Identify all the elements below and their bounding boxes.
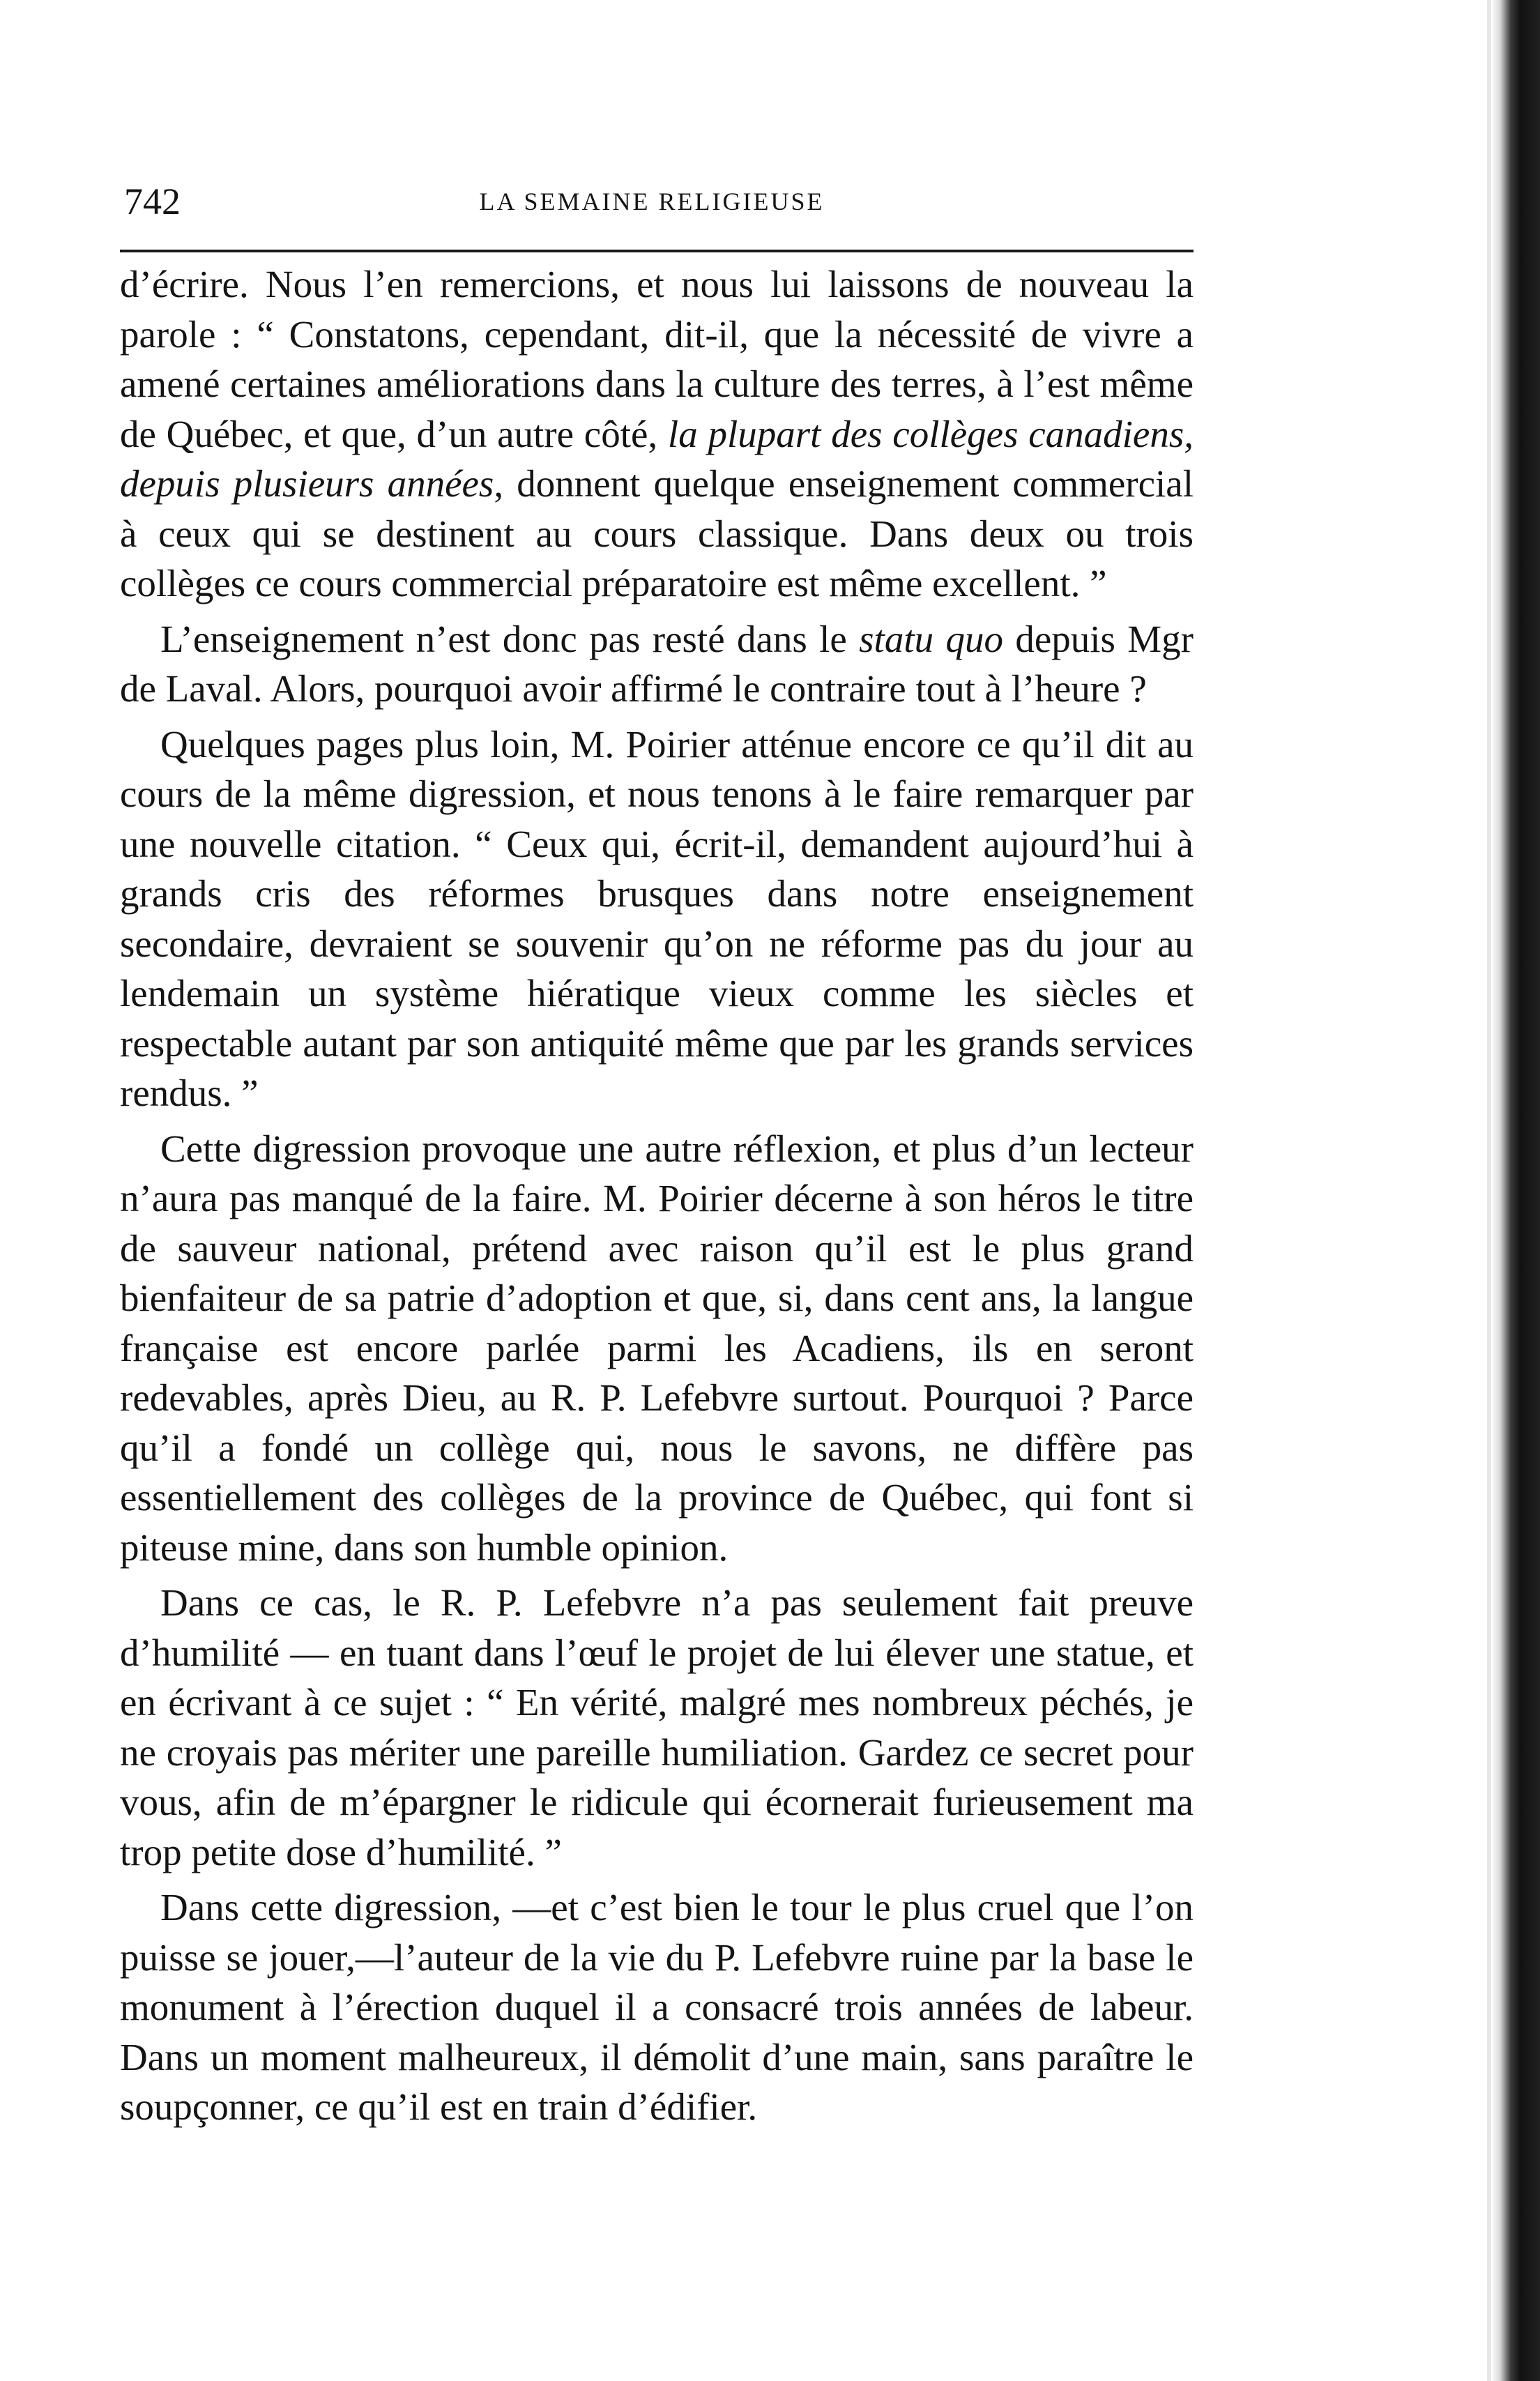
page-header [119, 174, 1185, 230]
body-text [120, 259, 1194, 2132]
page-number: 742 [124, 181, 181, 222]
paragraph-text: , donnent quelque enseignement commercial à ceux qui se destinent au cours classique. Dans deux ou trois collèges ce cours commercial préparatoire est même excellent. ” [120, 462, 1194, 604]
paragraph-text: d’écrire. Nous l’en remercions, et nous lui laissons de nouveau la parole : “ Constatons, cependant, dit-il, que la nécessité de vivre a amené certaines améliorations dans la culture des terres, à l’est même de Québec, et que, d’un autre côté, [120, 263, 1194, 455]
running-head: LA SEMAINE RELIGIEUSE [479, 188, 825, 215]
header-rule [120, 250, 1194, 252]
paragraph [120, 1882, 1194, 2132]
paragraph-text: L’enseignement n’est donc pas resté dans le [160, 617, 860, 660]
paragraph-text: Cette digression provoque une autre réflexion, et plus d’un lecteur n’aura pas manqué de la faire. M. Poirier décerne à son héros le titre de sauveur national, prétend avec raison qu’il est le plus grand bienfaiteur de sa patrie d’adoption et que, si, dans cent ans, la langue française est encore parlée parmi les Acadiens, ils en seront redevables, après Dieu, au R. P. Lefebvre surtout. Pourquoi ? Parce qu’il a fondé un collège qui, nous le savons, ne diffère pas essentiellement des collèges de la province de Québec, qui font si piteuse mine, dans son humble opinion. [120, 1127, 1194, 1569]
scan-edge-shadow [1491, 0, 1540, 2381]
paragraph [120, 614, 1194, 714]
paragraph-text: Dans ce cas, le R. P. Lefebvre n’a pas seulement fait preuve d’humilité — en tuant dans l’œuf le projet de lui élever une statue, et en écrivant à ce sujet : “ En vérité, malgré mes nombreux péchés, je ne croyais pas mériter une pareille humiliation. Gardez ce secret pour vous, afin de m’épargner le ridicule qui écornerait furieusement ma trop petite dose d’humilité. ” [120, 1581, 1194, 1873]
paragraph-text: Dans cette digression, —et c’est bien le tour le plus cruel que l’on puisse se jouer,—l’auteur de la vie du P. Lefebvre ruine par la base le monument à l’érection duquel il a consacré trois années de labeur. Dans un moment malheureux, il démolit d’une main, sans paraître le soupçonner, ce qu’il est en train d’édifier. [120, 1886, 1194, 2128]
paragraph [120, 720, 1194, 1118]
paragraph-text: depuis Mgr de Laval. Alors, pourquoi avoir affirmé le contraire tout à l’heure ? [120, 617, 1194, 710]
paragraph [120, 1578, 1194, 1877]
italic-text: la plupart des collèges canadiens, depuis plusieurs années [120, 412, 1194, 505]
paragraph [120, 259, 1194, 609]
italic-text: statu quo [859, 617, 1003, 660]
paragraph [120, 1124, 1194, 1573]
paragraph-text: Quelques pages plus loin, M. Poirier atténue encore ce qu’il dit au cours de la même digression, et nous tenons à le faire remarquer par une nouvelle citation. “ Ceux qui, écrit-il, demandent aujourd’hui à grands cris des réformes brusques dans notre enseignement secondaire, devraient se souvenir qu’on ne réforme pas du jour au lendemain un système hiératique vieux comme les siècles et respectable autant par son antiquité même que par les grands services rendus. ” [120, 722, 1194, 1114]
